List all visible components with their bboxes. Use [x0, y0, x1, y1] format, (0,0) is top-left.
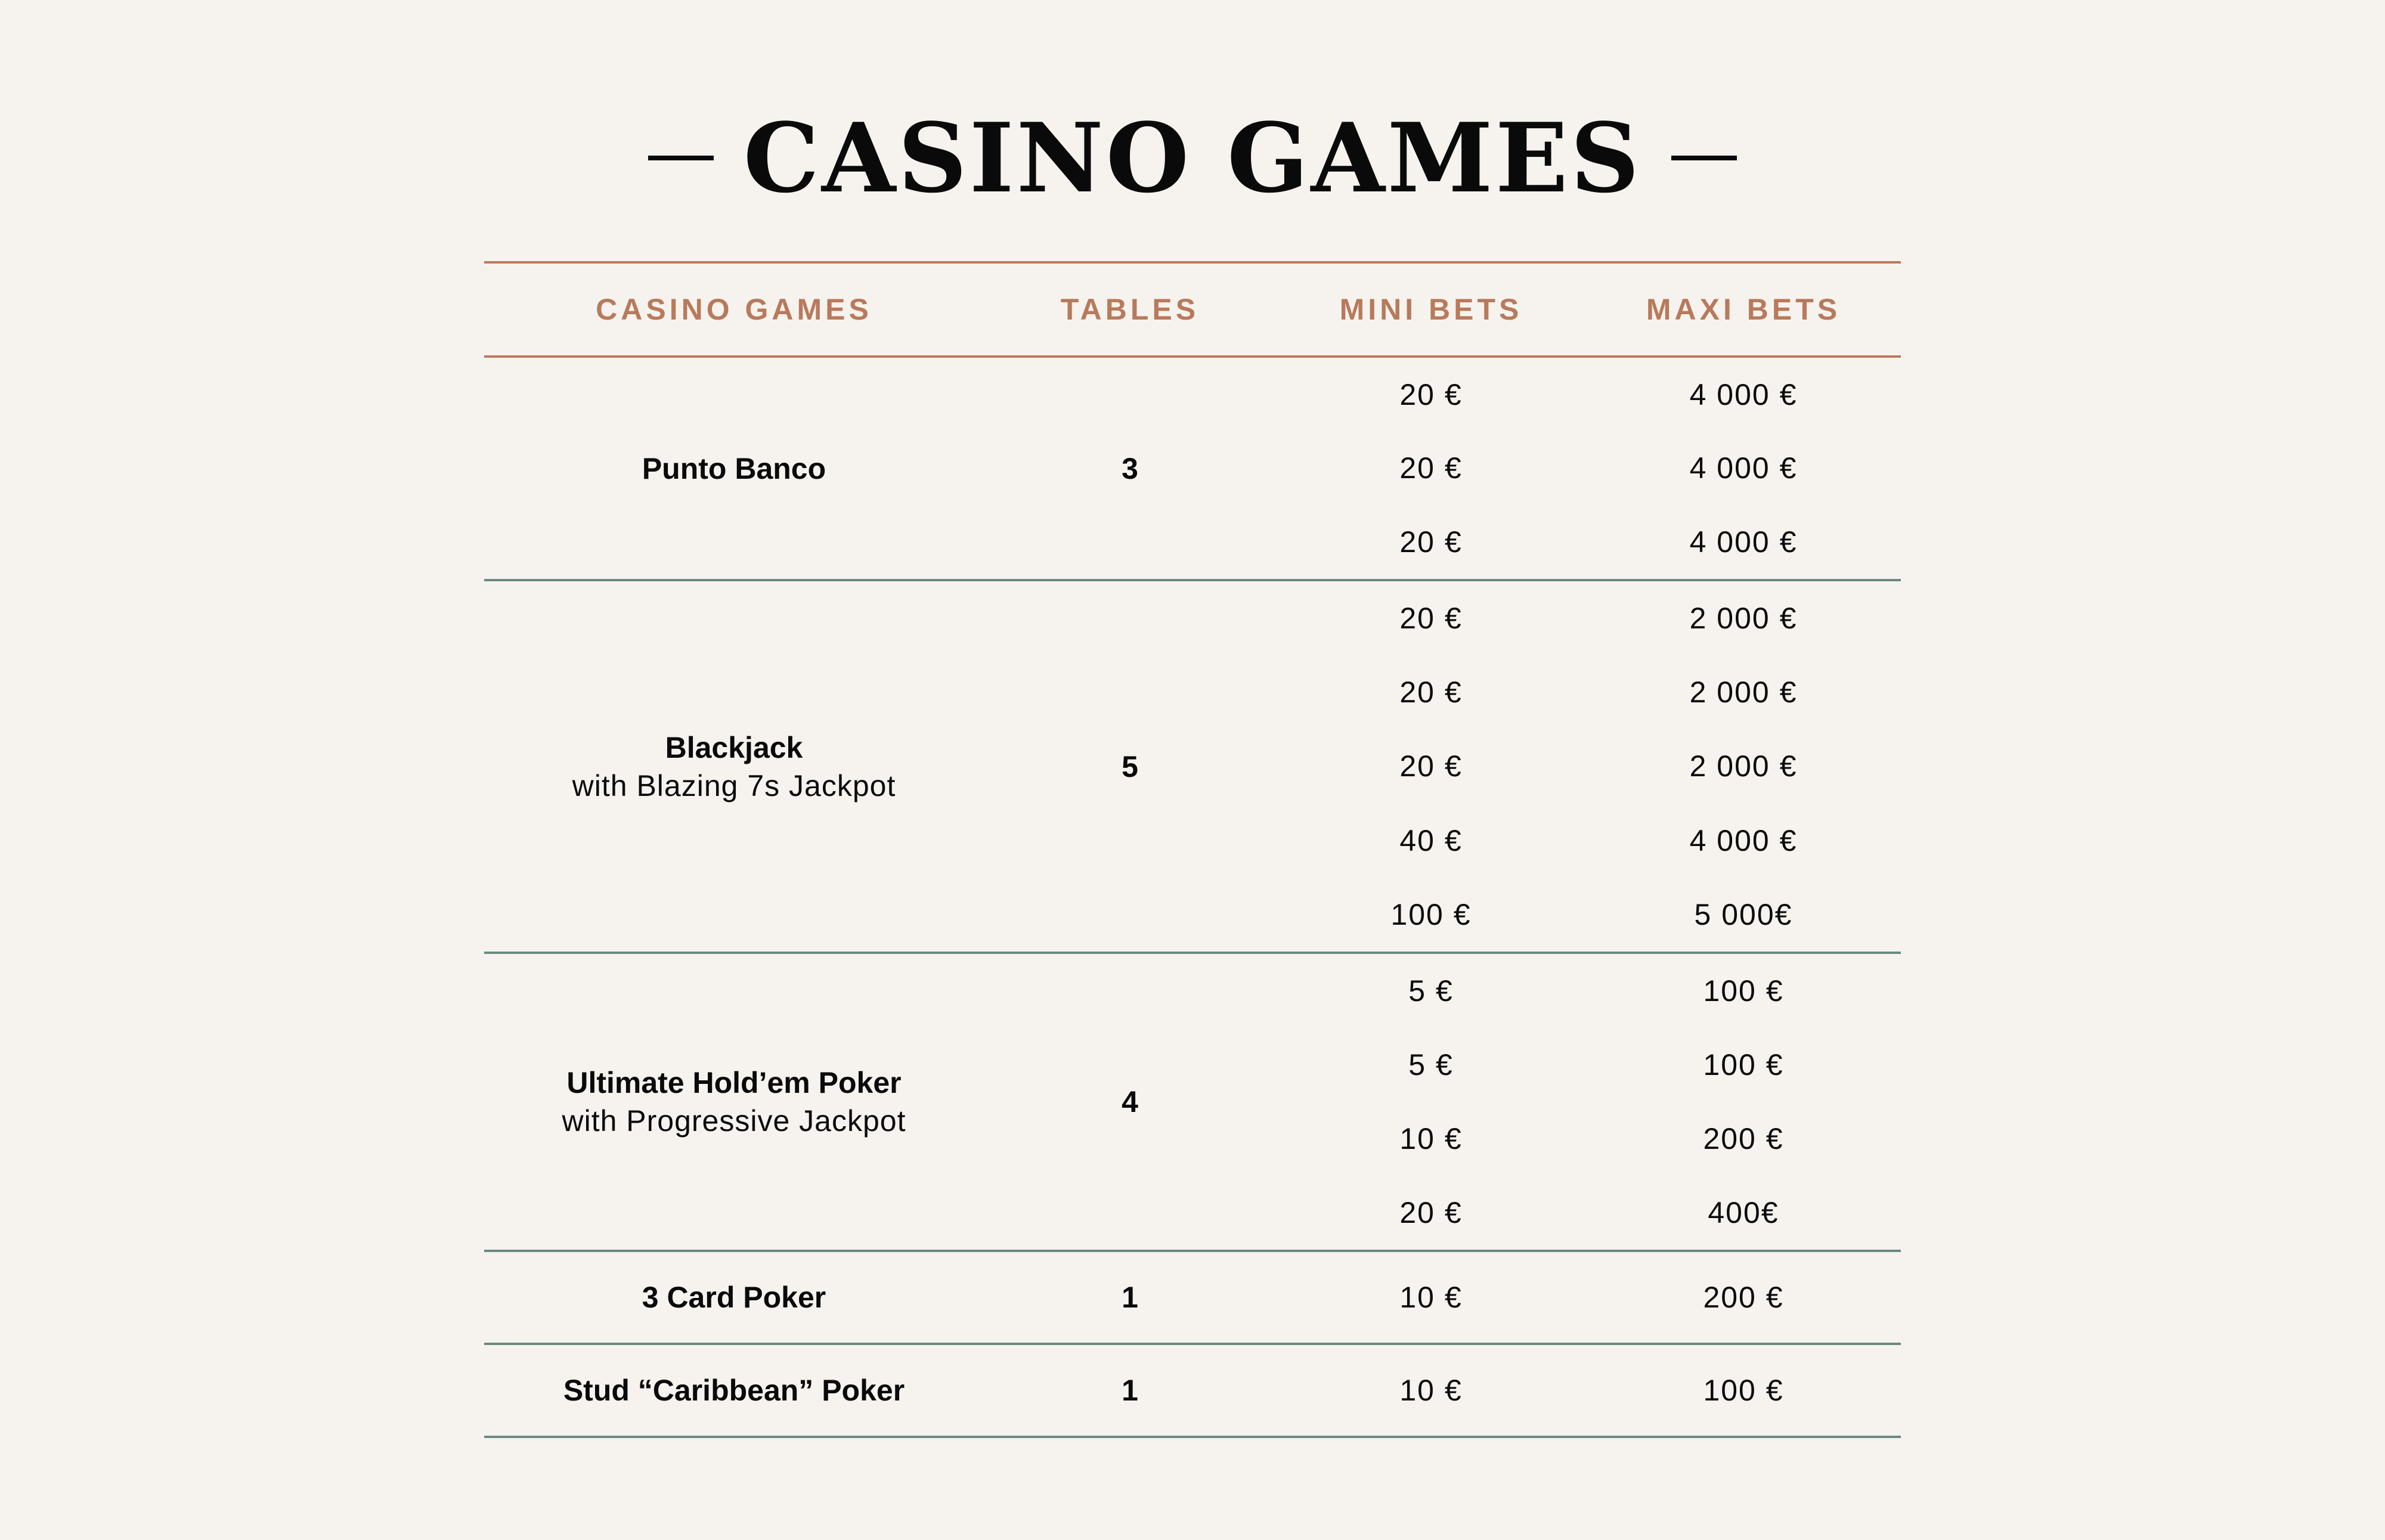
game-name-cell [484, 581, 984, 952]
maxi-bets-cell [1586, 954, 1901, 1250]
game-subtitle: with Progressive Jackpot [562, 1104, 906, 1138]
mini-bet: 5 € [1408, 1048, 1454, 1082]
maxi-bets-cell [1586, 581, 1901, 952]
header-tables: TABLES [1060, 293, 1200, 326]
maxi-bet: 5 000€ [1694, 897, 1793, 931]
mini-bet: 20 € [1399, 525, 1463, 559]
mini-bet: 10 € [1399, 1374, 1463, 1407]
game-name: 3 Card Poker [642, 1281, 826, 1314]
game-name-cell [484, 358, 984, 579]
game-row-stud-caribbean-poker [484, 1345, 1901, 1438]
game-tables: 4 [1122, 1085, 1138, 1118]
mini-bet: 5 € [1408, 974, 1454, 1008]
casino-games-table [484, 261, 1901, 1438]
maxi-bet: 200 € [1703, 1281, 1784, 1314]
maxi-bet: 100 € [1703, 1048, 1784, 1082]
game-name-cell [484, 1345, 984, 1436]
game-name: Ultimate Hold’em Poker [566, 1066, 902, 1099]
game-tables-cell [984, 1252, 1276, 1343]
header-maxi-bets: MAXI BETS [1646, 293, 1841, 326]
game-tables: 3 [1122, 451, 1138, 485]
game-name-cell [484, 954, 984, 1250]
game-tables-cell [984, 1345, 1276, 1436]
maxi-bet: 4 000 € [1689, 525, 1798, 559]
maxi-bets-cell [1586, 1252, 1901, 1343]
game-name: Blackjack [665, 730, 803, 764]
mini-bet: 20 € [1399, 602, 1463, 636]
game-tables-cell [984, 954, 1276, 1250]
game-name: Stud “Caribbean” Poker [563, 1374, 905, 1407]
game-subtitle: with Blazing 7s Jackpot [572, 769, 896, 802]
game-name-cell [484, 1252, 984, 1343]
mini-bet: 100 € [1390, 897, 1472, 931]
maxi-bet: 200 € [1703, 1122, 1784, 1155]
mini-bet: 20 € [1399, 377, 1463, 411]
page-title-block [0, 101, 2385, 215]
maxi-bet: 2 000 € [1689, 676, 1798, 709]
maxi-bets-cell [1586, 358, 1901, 579]
mini-bet: 40 € [1399, 823, 1463, 857]
maxi-bet: 100 € [1703, 1374, 1784, 1407]
maxi-bet: 4 000 € [1689, 823, 1798, 857]
title-right-dash [1671, 156, 1737, 160]
game-tables-cell [984, 581, 1276, 952]
maxi-bet: 4 000 € [1689, 377, 1798, 411]
maxi-bet: 4 000 € [1689, 451, 1798, 485]
maxi-bet: 2 000 € [1689, 749, 1798, 783]
page-title: CASINO GAMES [743, 102, 1642, 214]
mini-bet: 20 € [1399, 1196, 1463, 1229]
mini-bets-cell [1276, 358, 1586, 579]
game-row-ultimate-holdem-poker [484, 954, 1901, 1252]
game-name: Punto Banco [642, 451, 826, 485]
maxi-bet: 2 000 € [1689, 602, 1798, 636]
game-tables: 5 [1122, 749, 1138, 783]
game-row-blackjack [484, 581, 1901, 954]
game-row-3-card-poker [484, 1252, 1901, 1345]
mini-bets-cell [1276, 954, 1586, 1250]
mini-bet: 20 € [1399, 676, 1463, 709]
maxi-bet: 400€ [1708, 1196, 1779, 1229]
mini-bets-cell [1276, 581, 1586, 952]
game-tables: 1 [1122, 1374, 1138, 1407]
header-mini-bets: MINI BETS [1339, 293, 1523, 326]
mini-bet: 10 € [1399, 1281, 1463, 1314]
game-tables-cell [984, 358, 1276, 579]
mini-bet: 10 € [1399, 1122, 1463, 1155]
table-header-row [484, 261, 1901, 358]
header-casino-games: CASINO GAMES [596, 293, 872, 326]
title-left-dash [648, 156, 714, 160]
mini-bets-cell [1276, 1252, 1586, 1343]
mini-bet: 20 € [1399, 451, 1463, 485]
mini-bet: 20 € [1399, 749, 1463, 783]
game-row-punto-banco [484, 358, 1901, 581]
maxi-bets-cell [1586, 1345, 1901, 1436]
mini-bets-cell [1276, 1345, 1586, 1436]
game-tables: 1 [1122, 1281, 1138, 1314]
maxi-bet: 100 € [1703, 974, 1784, 1008]
